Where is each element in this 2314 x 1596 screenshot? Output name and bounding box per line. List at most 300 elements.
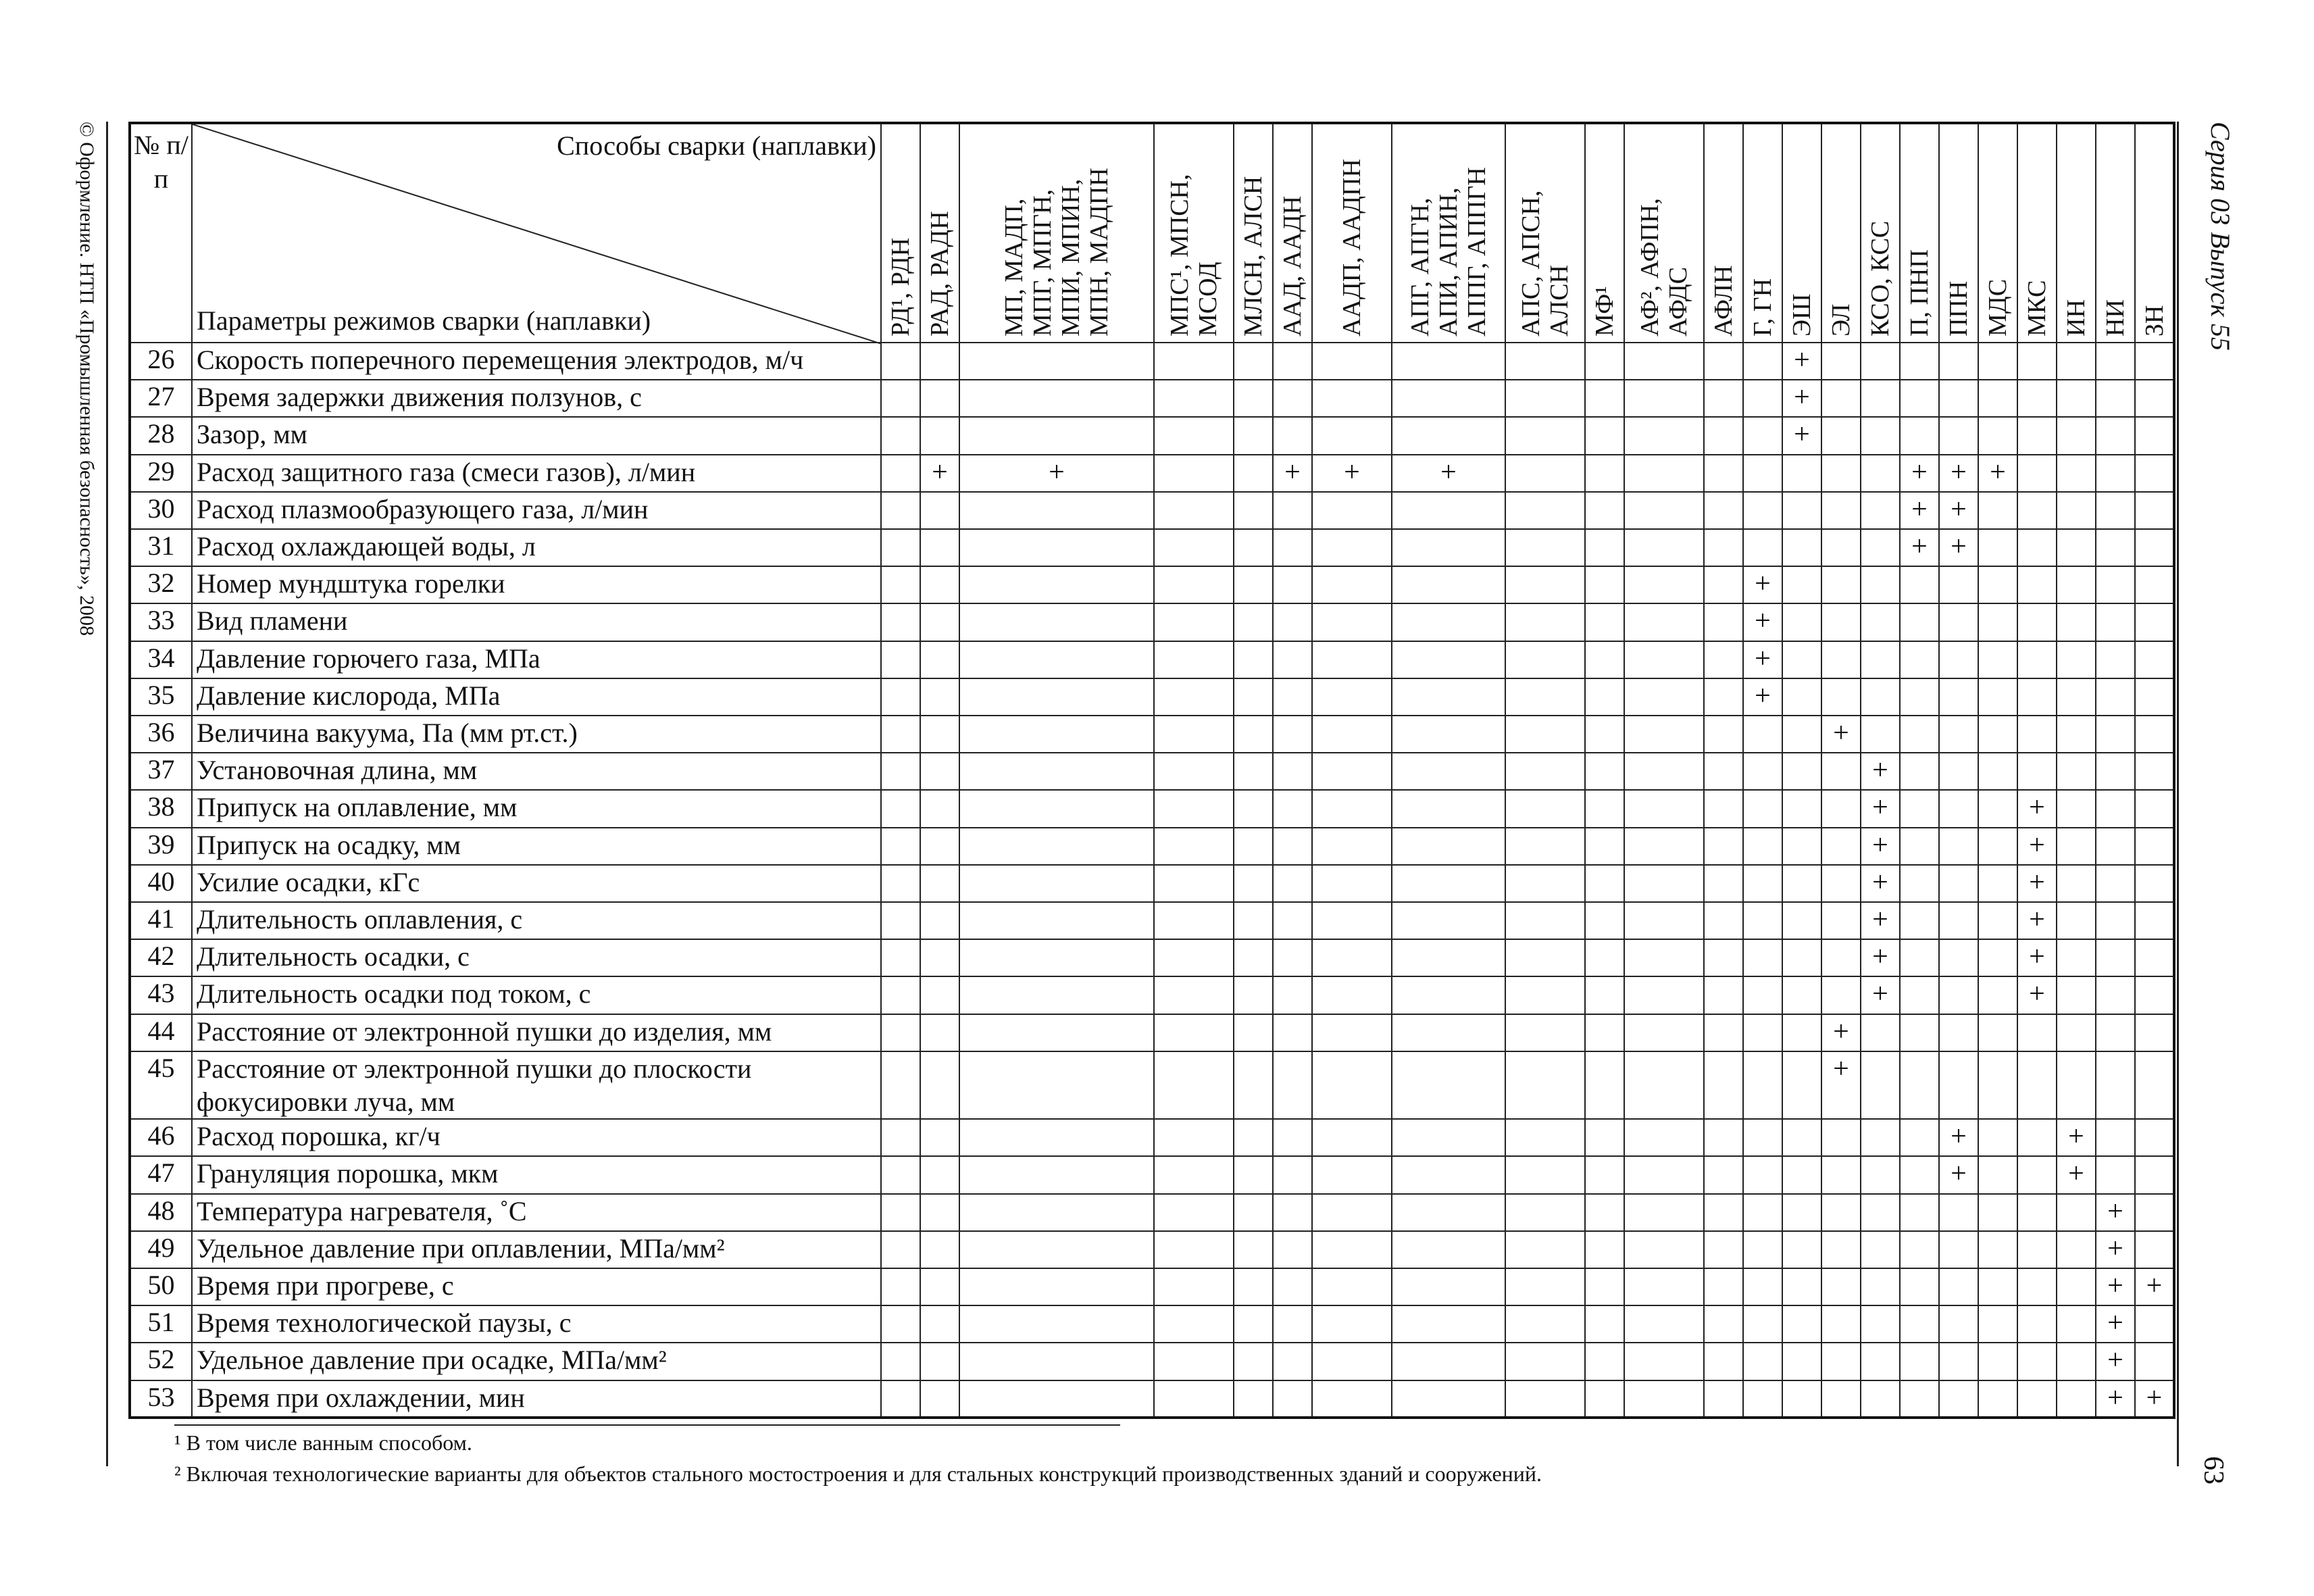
- table-row: [130, 939, 2174, 976]
- mark-cell: [920, 641, 959, 678]
- mark-cell: +: [1861, 902, 1900, 939]
- mark-cell: [920, 1156, 959, 1193]
- mark-cell: [1861, 1051, 1900, 1119]
- mark-cell: [1782, 790, 1821, 827]
- mark-cell: +: [1939, 492, 1978, 529]
- mark-cell: +: [1861, 976, 1900, 1014]
- row-number: 30: [130, 492, 192, 529]
- mark-cell: [1704, 455, 1743, 492]
- mark-cell: +: [1939, 455, 1978, 492]
- mark-cell: [1978, 902, 2017, 939]
- mark-cell: +: [1273, 455, 1312, 492]
- mark-cell: [1392, 976, 1505, 1014]
- mark-cell: [1821, 1305, 1861, 1343]
- mark-cell: [1234, 1231, 1273, 1268]
- mark-cell: [1782, 566, 1821, 603]
- mark-cell: [881, 1119, 920, 1156]
- mark-cell: +: [920, 455, 959, 492]
- mark-cell: [2057, 678, 2096, 716]
- mark-cell: [1782, 716, 1821, 753]
- mark-cell: [959, 380, 1154, 417]
- mark-cell: [1154, 939, 1234, 976]
- mark-cell: [1743, 529, 1782, 566]
- mark-cell: [920, 529, 959, 566]
- parameter-name: [192, 380, 881, 417]
- mark-cell: [920, 1014, 959, 1051]
- mark-cell: [1743, 1380, 1782, 1418]
- mark-cell: [1624, 455, 1704, 492]
- mark-cell: [1273, 566, 1312, 603]
- parameter-name-text-cont: фокусировки луча, мм: [197, 1086, 455, 1117]
- mark-cell: [881, 678, 920, 716]
- mark-cell: [1978, 1194, 2017, 1231]
- mark-cell: [1743, 753, 1782, 790]
- mark-cell: [1234, 1119, 1273, 1156]
- mark-cell: [1624, 753, 1704, 790]
- mark-cell: [1821, 603, 1861, 641]
- mark-cell: [1782, 753, 1821, 790]
- right-margin-rule: [2177, 122, 2179, 1466]
- mark-cell: [2057, 790, 2096, 827]
- mark-cell: [2017, 603, 2057, 641]
- mark-cell: [1273, 1305, 1312, 1343]
- mark-cell: [1704, 790, 1743, 827]
- mark-cell: [2017, 343, 2057, 380]
- mark-cell: [1978, 343, 2017, 380]
- mark-cell: [1154, 1194, 1234, 1231]
- mark-cell: [1861, 1305, 1900, 1343]
- mark-cell: [920, 828, 959, 865]
- mark-cell: [1782, 865, 1821, 902]
- footnote-2: ² Включая технологические варианты для объектов стального мостостроения и для стальных конструкций производственных зданий и сооружений.: [174, 1462, 1542, 1486]
- mark-cell: [1782, 1156, 1821, 1193]
- parameter-name: [192, 1014, 881, 1051]
- table-row: [130, 417, 2174, 454]
- mark-cell: [2017, 529, 2057, 566]
- mark-cell: [1312, 753, 1392, 790]
- mark-cell: [881, 1051, 920, 1119]
- mark-cell: [1312, 492, 1392, 529]
- table-row: [130, 529, 2174, 566]
- mark-cell: [920, 1380, 959, 1418]
- parameter-name: [192, 1268, 881, 1305]
- mark-cell: [1154, 380, 1234, 417]
- mark-cell: [2096, 753, 2135, 790]
- parameter-name: [192, 417, 881, 454]
- mark-cell: [2017, 1119, 2057, 1156]
- table-row: [130, 566, 2174, 603]
- mark-cell: [1273, 529, 1312, 566]
- mark-cell: [1624, 1380, 1704, 1418]
- mark-cell: [1234, 939, 1273, 976]
- mark-cell: [959, 1305, 1154, 1343]
- mark-cell: [1939, 1194, 1978, 1231]
- mark-cell: [1900, 566, 1939, 603]
- parameter-name: [192, 641, 881, 678]
- mark-cell: [2096, 1156, 2135, 1193]
- mark-cell: [1704, 1305, 1743, 1343]
- mark-cell: [2017, 678, 2057, 716]
- mark-cell: [1939, 1014, 1978, 1051]
- mark-cell: [2096, 828, 2135, 865]
- mark-cell: [1312, 828, 1392, 865]
- page-number: 63: [2198, 1456, 2229, 1485]
- mark-cell: [1900, 1305, 1939, 1343]
- mark-cell: [1505, 343, 1585, 380]
- mark-cell: [1861, 529, 1900, 566]
- mark-cell: [2017, 417, 2057, 454]
- mark-cell: [1312, 716, 1392, 753]
- mark-cell: [1900, 753, 1939, 790]
- parameter-name-text: Усилие осадки, кГс: [197, 866, 420, 897]
- parameter-name: [192, 1231, 881, 1268]
- mark-cell: [1978, 417, 2017, 454]
- method-column-label: МКС: [2023, 280, 2051, 336]
- mark-cell: [1273, 790, 1312, 827]
- mark-cell: [1624, 678, 1704, 716]
- mark-cell: [959, 753, 1154, 790]
- mark-cell: [881, 455, 920, 492]
- parameter-name-text: Время задержки движения ползунов, с: [197, 382, 642, 413]
- mark-cell: [881, 1343, 920, 1380]
- left-margin-rule: [106, 122, 108, 1466]
- mark-cell: [881, 902, 920, 939]
- mark-cell: [920, 1343, 959, 1380]
- mark-cell: [1743, 902, 1782, 939]
- parameter-name-text: Номер мундштука горелки: [197, 568, 505, 599]
- method-column-header: [1743, 123, 1782, 343]
- mark-cell: [2096, 939, 2135, 976]
- mark-cell: [1978, 1051, 2017, 1119]
- mark-cell: [1821, 1119, 1861, 1156]
- mark-cell: +: [2017, 902, 2057, 939]
- mark-cell: [2096, 1014, 2135, 1051]
- mark-cell: [1392, 1343, 1505, 1380]
- parameter-name: [192, 902, 881, 939]
- table-row: [130, 1119, 2174, 1156]
- method-column-header: [1505, 123, 1585, 343]
- mark-cell: [1273, 1343, 1312, 1380]
- mark-cell: [1624, 566, 1704, 603]
- mark-cell: [1782, 678, 1821, 716]
- mark-cell: [1821, 678, 1861, 716]
- mark-cell: [1154, 790, 1234, 827]
- mark-cell: [1585, 828, 1624, 865]
- mark-cell: +: [2135, 1380, 2174, 1418]
- mark-cell: [1939, 380, 1978, 417]
- mark-cell: [2135, 828, 2174, 865]
- mark-cell: [1505, 1194, 1585, 1231]
- mark-cell: [1821, 939, 1861, 976]
- mark-cell: [1821, 790, 1861, 827]
- mark-cell: [2017, 1014, 2057, 1051]
- mark-cell: +: [1900, 529, 1939, 566]
- method-column-header: [1704, 123, 1743, 343]
- mark-cell: [1312, 343, 1392, 380]
- mark-cell: [2057, 641, 2096, 678]
- mark-cell: [1900, 865, 1939, 902]
- mark-cell: [1978, 566, 2017, 603]
- mark-cell: [1154, 1343, 1234, 1380]
- mark-cell: [1234, 343, 1273, 380]
- mark-cell: [1939, 939, 1978, 976]
- mark-cell: [1392, 902, 1505, 939]
- mark-cell: [881, 566, 920, 603]
- mark-cell: +: [2017, 976, 2057, 1014]
- parameter-name: [192, 1305, 881, 1343]
- mark-cell: [1743, 1305, 1782, 1343]
- mark-cell: [1704, 1014, 1743, 1051]
- mark-cell: +: [1939, 1156, 1978, 1193]
- method-column-header: [1154, 123, 1234, 343]
- mark-cell: [2057, 828, 2096, 865]
- mark-cell: [881, 976, 920, 1014]
- parameter-name-text: Расход охлаждающей воды, л: [197, 531, 536, 562]
- mark-cell: [1704, 716, 1743, 753]
- mark-cell: [1505, 716, 1585, 753]
- footnotes: [174, 1427, 1542, 1489]
- mark-cell: [881, 1231, 920, 1268]
- mark-cell: [2057, 455, 2096, 492]
- method-column-header: [1585, 123, 1624, 343]
- mark-cell: [1234, 716, 1273, 753]
- mark-cell: [1273, 716, 1312, 753]
- mark-cell: [1585, 343, 1624, 380]
- mark-cell: [881, 380, 920, 417]
- mark-cell: [1312, 790, 1392, 827]
- mark-cell: [1585, 1194, 1624, 1231]
- mark-cell: [1624, 790, 1704, 827]
- mark-cell: [2057, 529, 2096, 566]
- mark-cell: [920, 1305, 959, 1343]
- mark-cell: [1900, 1156, 1939, 1193]
- row-number: 50: [130, 1268, 192, 1305]
- mark-cell: [1273, 417, 1312, 454]
- mark-cell: [1782, 529, 1821, 566]
- table-row: [130, 1051, 2174, 1119]
- mark-cell: [1392, 343, 1505, 380]
- mark-cell: [1154, 492, 1234, 529]
- parameter-name-text: Зазор, мм: [197, 419, 307, 450]
- mark-cell: [2096, 902, 2135, 939]
- mark-cell: [1782, 828, 1821, 865]
- row-number: 26: [130, 343, 192, 380]
- parameter-name: [192, 455, 881, 492]
- mark-cell: [2057, 417, 2096, 454]
- mark-cell: [959, 529, 1154, 566]
- mark-cell: [1900, 1119, 1939, 1156]
- mark-cell: +: [2096, 1380, 2135, 1418]
- mark-cell: [1704, 380, 1743, 417]
- mark-cell: [959, 1156, 1154, 1193]
- series-title: Серия 03 Выпуск 55: [2205, 122, 2236, 351]
- mark-cell: [1505, 380, 1585, 417]
- parameter-name-text: Расход порошка, кг/ч: [197, 1121, 441, 1152]
- mark-cell: [1821, 380, 1861, 417]
- mark-cell: [1782, 1380, 1821, 1418]
- mark-cell: [1585, 1380, 1624, 1418]
- mark-cell: [1861, 1119, 1900, 1156]
- mark-cell: [1978, 1380, 2017, 1418]
- mark-cell: [1273, 641, 1312, 678]
- mark-cell: [1939, 417, 1978, 454]
- parameter-name-text: Припуск на осадку, мм: [197, 829, 461, 860]
- method-column-header: [1900, 123, 1939, 343]
- mark-cell: [1273, 1194, 1312, 1231]
- mark-cell: [1782, 1014, 1821, 1051]
- mark-cell: [1743, 976, 1782, 1014]
- mark-cell: [881, 492, 920, 529]
- parameter-name: [192, 566, 881, 603]
- parameter-name: [192, 1156, 881, 1193]
- table-row: [130, 865, 2174, 902]
- mark-cell: [1505, 1305, 1585, 1343]
- mark-cell: [2017, 1343, 2057, 1380]
- mark-cell: +: [959, 455, 1154, 492]
- mark-cell: [2135, 529, 2174, 566]
- mark-cell: [2017, 1305, 2057, 1343]
- row-number: 32: [130, 566, 192, 603]
- mark-cell: [1392, 1051, 1505, 1119]
- row-number: 37: [130, 753, 192, 790]
- mark-cell: +: [1900, 492, 1939, 529]
- mark-cell: [881, 716, 920, 753]
- mark-cell: [1704, 492, 1743, 529]
- mark-cell: [1939, 790, 1978, 827]
- mark-cell: [1821, 753, 1861, 790]
- mark-cell: [1312, 1194, 1392, 1231]
- mark-cell: [1585, 976, 1624, 1014]
- mark-cell: [1624, 902, 1704, 939]
- mark-cell: [1743, 1156, 1782, 1193]
- mark-cell: [1154, 976, 1234, 1014]
- mark-cell: [1505, 1014, 1585, 1051]
- mark-cell: [1312, 380, 1392, 417]
- mark-cell: [1234, 455, 1273, 492]
- mark-cell: [1704, 566, 1743, 603]
- mark-cell: [1234, 753, 1273, 790]
- mark-cell: [1704, 343, 1743, 380]
- table-row: [130, 753, 2174, 790]
- mark-cell: [1782, 1343, 1821, 1380]
- mark-cell: [1704, 529, 1743, 566]
- mark-cell: [2057, 1014, 2096, 1051]
- mark-cell: [2017, 380, 2057, 417]
- mark-cell: [1312, 1231, 1392, 1268]
- mark-cell: [2135, 1305, 2174, 1343]
- mark-cell: +: [1821, 1051, 1861, 1119]
- mark-cell: [881, 1156, 920, 1193]
- mark-cell: [1782, 492, 1821, 529]
- mark-cell: [1312, 678, 1392, 716]
- parameter-name-text: Время технологической паузы, с: [197, 1307, 572, 1339]
- mark-cell: [1273, 939, 1312, 976]
- mark-cell: [2096, 603, 2135, 641]
- mark-cell: [2096, 678, 2135, 716]
- mark-cell: [2135, 1343, 2174, 1380]
- mark-cell: [1624, 1305, 1704, 1343]
- mark-cell: [1234, 1051, 1273, 1119]
- mark-cell: [920, 1268, 959, 1305]
- mark-cell: [1900, 939, 1939, 976]
- mark-cell: [2017, 1380, 2057, 1418]
- mark-cell: [1861, 1343, 1900, 1380]
- mark-cell: [1392, 1194, 1505, 1231]
- mark-cell: [1821, 1231, 1861, 1268]
- mark-cell: [959, 902, 1154, 939]
- mark-cell: [1900, 1051, 1939, 1119]
- mark-cell: [1821, 976, 1861, 1014]
- mark-cell: [2096, 641, 2135, 678]
- mark-cell: [1861, 1380, 1900, 1418]
- row-number: 43: [130, 976, 192, 1014]
- mark-cell: [1939, 716, 1978, 753]
- mark-cell: [2057, 603, 2096, 641]
- row-number: 29: [130, 455, 192, 492]
- mark-cell: [1978, 790, 2017, 827]
- parameter-name-text: Длительность осадки под током, с: [197, 978, 591, 1009]
- mark-cell: [2057, 492, 2096, 529]
- mark-cell: [1585, 1343, 1624, 1380]
- mark-cell: [1154, 1231, 1234, 1268]
- number-header-text: № п/п: [134, 130, 188, 194]
- mark-cell: [1821, 828, 1861, 865]
- mark-cell: [2057, 1380, 2096, 1418]
- mark-cell: +: [1978, 455, 2017, 492]
- mark-cell: [920, 1231, 959, 1268]
- mark-cell: [1505, 566, 1585, 603]
- mark-cell: [1821, 902, 1861, 939]
- mark-cell: [920, 1194, 959, 1231]
- mark-cell: [1505, 1268, 1585, 1305]
- mark-cell: +: [1861, 939, 1900, 976]
- mark-cell: [2096, 1051, 2135, 1119]
- mark-cell: [1392, 641, 1505, 678]
- mark-cell: +: [1782, 380, 1821, 417]
- mark-cell: +: [2017, 939, 2057, 976]
- mark-cell: [1900, 1380, 1939, 1418]
- mark-cell: [2057, 976, 2096, 1014]
- mark-cell: [881, 828, 920, 865]
- mark-cell: [1505, 1380, 1585, 1418]
- mark-cell: [2057, 865, 2096, 902]
- mark-cell: [920, 343, 959, 380]
- mark-cell: [1782, 1194, 1821, 1231]
- method-column-label: МФ¹: [1590, 286, 1619, 336]
- mark-cell: [1704, 1268, 1743, 1305]
- mark-cell: [959, 790, 1154, 827]
- mark-cell: [1978, 976, 2017, 1014]
- parameter-name: [192, 1194, 881, 1231]
- mark-cell: [1234, 902, 1273, 939]
- mark-cell: [1743, 1014, 1782, 1051]
- parameter-name-text: Расстояние от электронной пушки до изделия, мм: [197, 1016, 772, 1047]
- mark-cell: [959, 828, 1154, 865]
- mark-cell: [1312, 566, 1392, 603]
- mark-cell: +: [1312, 455, 1392, 492]
- mark-cell: [1234, 828, 1273, 865]
- mark-cell: [1704, 603, 1743, 641]
- mark-cell: [1704, 1194, 1743, 1231]
- mark-cell: [2096, 716, 2135, 753]
- mark-cell: [1743, 865, 1782, 902]
- mark-cell: [1624, 1194, 1704, 1231]
- parameter-name-text: Расстояние от электронной пушки до плоскости: [197, 1053, 752, 1084]
- mark-cell: +: [1743, 603, 1782, 641]
- mark-cell: [2135, 939, 2174, 976]
- mark-cell: [1704, 865, 1743, 902]
- mark-cell: +: [2135, 1268, 2174, 1305]
